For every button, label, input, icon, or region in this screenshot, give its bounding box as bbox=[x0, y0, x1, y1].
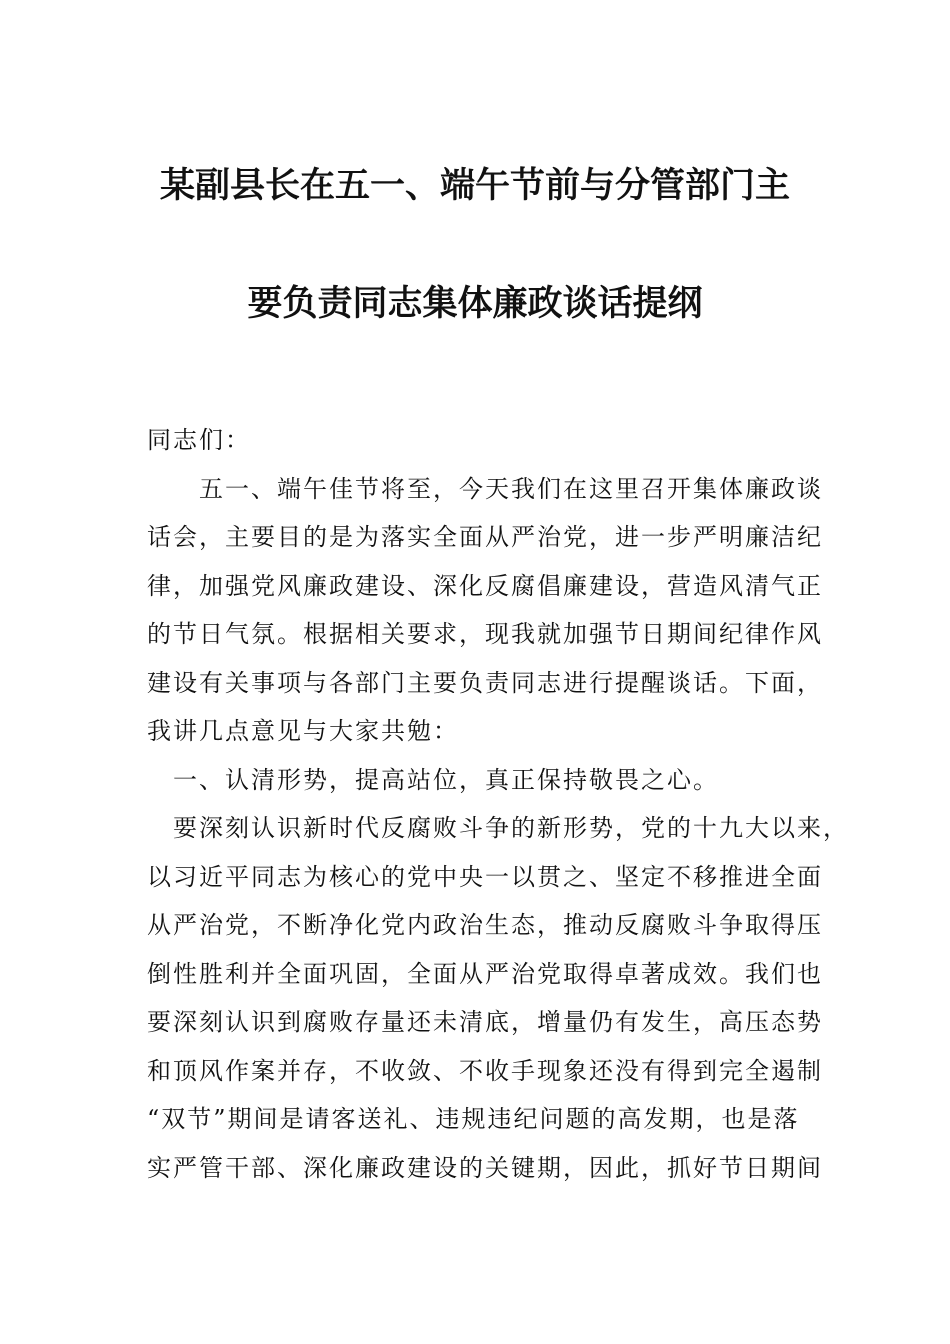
body-line: 的节日气氛。根据相关要求，现我就加强节日期间纪律作风 bbox=[147, 620, 823, 648]
section-heading: 一、认清形势，提高站位，真正保持敬畏之心。 bbox=[147, 765, 719, 794]
body-line: 我讲几点意见与大家共勉： bbox=[147, 717, 459, 745]
body-line: 和顶风作案并存，不收敛、不收手现象还没有得到完全遏制 bbox=[147, 1056, 823, 1085]
body-line: 五一、端午佳节将至，今天我们在这里召开集体廉政谈 bbox=[147, 474, 823, 503]
body-line: 从严治党，不断净化党内政治生态，推动反腐败斗争取得压 bbox=[147, 911, 823, 939]
document-title-line-1: 某副县长在五一、端午节前与分管部门主 bbox=[159, 166, 790, 206]
body-line: 要深刻认识到腐败存量还未清底，增量仍有发生，高压态势 bbox=[147, 1008, 823, 1036]
body-line: 以习近平同志为核心的党中央一以贯之、坚定不移推进全面 bbox=[147, 862, 823, 891]
body-line: 实严管干部、深化廉政建设的关键期，因此，抓好节日期间 bbox=[147, 1153, 823, 1182]
body-line: 倒性胜利并全面巩固，全面从严治党取得卓著成效。我们也 bbox=[147, 959, 823, 988]
document-title-line-2: 要负责同志集体廉政谈话提纲 bbox=[247, 284, 703, 324]
body-line: 话会，主要目的是为落实全面从严治党，进一步严明廉洁纪 bbox=[147, 523, 823, 551]
salutation: 同志们： bbox=[147, 426, 251, 454]
document-body bbox=[147, 416, 849, 1192]
body-line: 要深刻认识新时代反腐败斗争的新形势，党的十九大以来， bbox=[147, 814, 849, 842]
body-line: 律，加强党风廉政建设、深化反腐倡廉建设，营造风清气正 bbox=[147, 571, 823, 600]
body-line: “双节”期间是请客送礼、违规违纪问题的高发期，也是落 bbox=[147, 1105, 800, 1133]
body-line: 建设有关事项与各部门主要负责同志进行提醒谈话。下面， bbox=[147, 668, 823, 697]
